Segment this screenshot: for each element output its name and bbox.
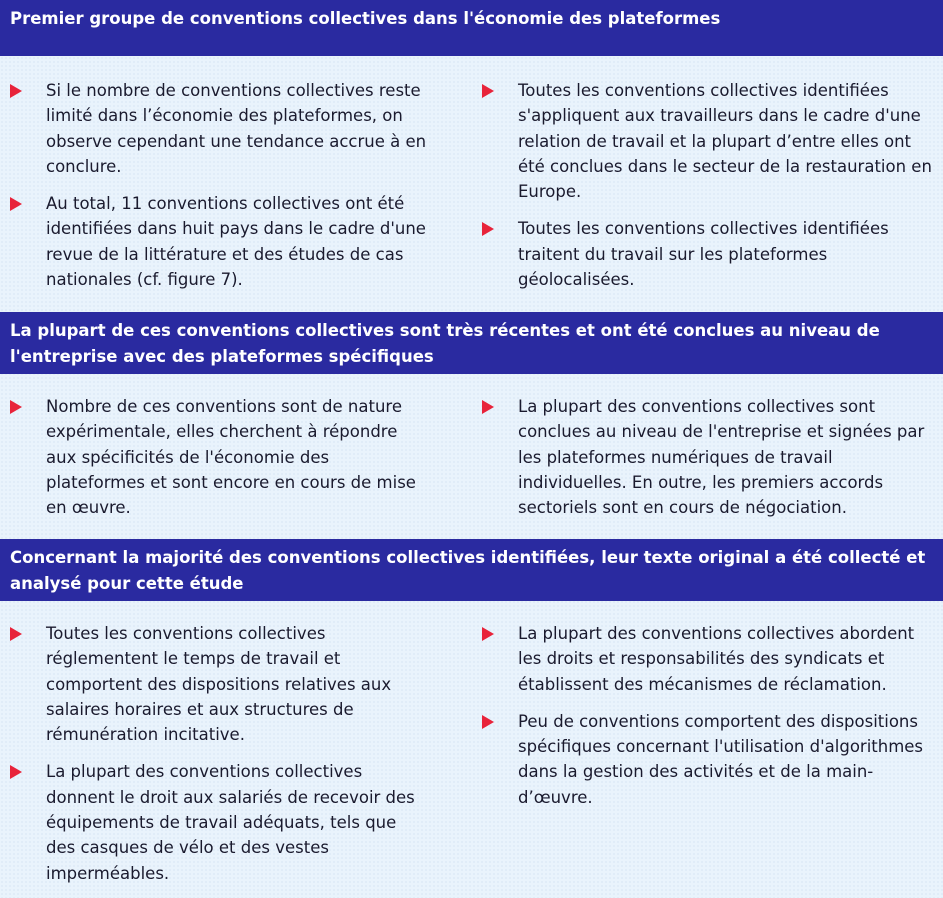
section-1-right-column [482, 78, 937, 304]
list-item-text: Peu de conventions comportent des dispositions spécifiques concernant l'utilisation d'algorithmes dans la gestion des activités et de la main-d’œuvre. [518, 711, 924, 807]
list-item-text: Nombre de ces conventions sont de nature expérimentale, elles cherchent à répondre aux spécificités de l'économie des plateformes et sont encore en cours de mise en œuvre. [46, 397, 416, 518]
list-item [482, 621, 937, 697]
triangle-bullet-icon [482, 222, 494, 236]
list-item [10, 191, 430, 292]
section-1-heading: Premier groupe de conventions collectives dans l'économie des plateformes [0, 0, 943, 56]
section-2-heading: La plupart de ces conventions collectives sont très récentes et ont été conclues au niveau de l'entreprise avec des plateformes spécifiques [0, 312, 943, 374]
list-item [482, 709, 937, 810]
list-item [10, 759, 430, 885]
section-3-left-column [10, 621, 430, 898]
triangle-bullet-icon [482, 715, 494, 729]
section-1-left-column [10, 78, 430, 304]
list-item-text: Toutes les conventions collectives réglementent le temps de travail et comportent des dispositions relatives aux salaires horaires et aux structures de rémunération incitative. [46, 624, 392, 745]
list-item-text: La plupart des conventions collectives sont conclues au niveau de l'entreprise et signées par les plateformes numériques de travail individuelles. En outre, les premiers accords sectoriels sont en cours de négociation. [518, 397, 925, 518]
list-item-text: Si le nombre de conventions collectives reste limité dans l’économie des plateformes, on observe cependant une tendance accrue à en conclure. [46, 81, 427, 176]
list-item-text: La plupart des conventions collectives donnent le droit aux salariés de recevoir des équipements de travail adéquats, tels que des casques de vélo et des vestes imperméables. [46, 762, 415, 883]
list-item [10, 621, 430, 747]
list-item [482, 216, 937, 292]
list-item [482, 394, 937, 520]
triangle-bullet-icon [10, 84, 22, 98]
list-item-text: Au total, 11 conventions collectives ont été identifiées dans huit pays dans le cadre d'une revue de la littérature et des études de cas nationales (cf. figure 7). [46, 194, 426, 290]
section-3-heading: Concernant la majorité des conventions collectives identifiées, leur texte original a été collecté et analysé pour cette étude [0, 539, 943, 601]
triangle-bullet-icon [482, 84, 494, 98]
list-item [10, 394, 430, 520]
list-item-text: La plupart des conventions collectives abordent les droits et responsabilités des syndicats et établissent des mécanismes de réclamation. [518, 624, 915, 694]
triangle-bullet-icon [10, 765, 22, 779]
triangle-bullet-icon [10, 197, 22, 211]
triangle-bullet-icon [10, 627, 22, 641]
section-2-left-column [10, 394, 430, 532]
list-item [482, 78, 937, 204]
section-3-right-column [482, 621, 937, 822]
list-item [10, 78, 430, 179]
triangle-bullet-icon [482, 627, 494, 641]
list-item-text: Toutes les conventions collectives identifiées s'appliquent aux travailleurs dans le cadre d'une relation de travail et la plupart d’entre elles ont été conclues dans le secteur de la restauration en Europe. [518, 81, 932, 202]
section-2-right-column [482, 394, 937, 532]
list-item-text: Toutes les conventions collectives identifiées traitent du travail sur les plateformes géolocalisées. [518, 219, 889, 290]
triangle-bullet-icon [482, 400, 494, 414]
triangle-bullet-icon [10, 400, 22, 414]
